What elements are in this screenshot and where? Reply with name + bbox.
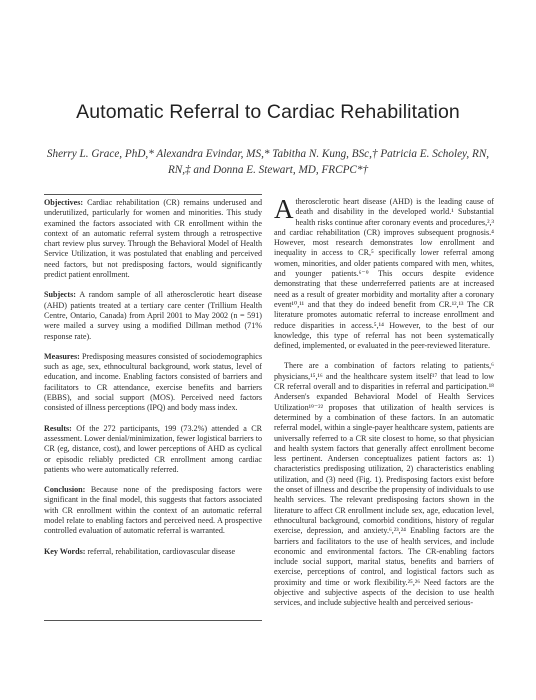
results-label: Results: [44,423,72,433]
author-line-1: Sherry L. Grace, PhD,* Alexandra Evindar, MS,* Tabitha N. Kung, BSc,† Patricia E. Scholey, RN, [46,148,490,160]
conclusion-text: Because none of the predisposing factors were significant in the final model, this suggests that factors associated with CR enrollment within the context of an automatic referral model relate to enabling factors and perceived need. A prospective controlled evaluation of automatic referral is warranted. [44,485,262,536]
abstract-keywords [44,547,262,557]
results-text: Of the 272 participants, 199 (73.2%) attended a CR assessment. Lower denial/minimization, fewer logistical barriers to CR (eg, distance, cost), and lower perceptions of AHD as cyclical or episodic reliably predicted CR enrollment among cardiac patients who were automatically referred. [44,423,262,474]
abstract-objectives [44,198,262,280]
subjects-label: Subjects: [44,290,76,300]
measures-label: Measures: [44,351,80,361]
author-line-2: RN,‡ and Donna E. Stewart, MD, FRCPC*† [167,164,369,176]
body-paragraph-2: There are a combination of factors relating to patients,⁶ physicians,¹⁵,¹⁶ and the healthcare system itself¹⁷ that lead to low CR referral overall and to disparities in referral and participation.¹⁸ Andersen's expanded Behavioral Model of Health Services Utilization¹⁹⁻²² proposes that utilization of health services is determined by a combination of these factors. In an automatic referral model, within a single-payer healthcare system, patients are universally referred to a CR site closest to home, so that physician and health system factors that generally affect enrollment become less pertinent. Andersen conceptualizes patient factors as: 1) characteristics predisposing utilization, 2) characteristics enabling utilization, and (3) need (Fig. 1). Predisposing factors exist before the onset of illness and describe the propensity of individuals to use health services. The relevant predisposing factors shown in the literature to affect CR enrollment include sex, age, education level, ethnocultural background, comorbid conditions, history of regular exercise, depression, and anxiety.⁶,²³,²⁴ Enabling factors are the barriers and facilitators to the use of health services, and include economic and environmental factors. The CR-enabling factors include social support, marital status, benefits and barriers of exercise, perceptions of control, and logistical factors such as proximity and time or work flexibility.²⁵,²⁶ Need factors are the objective and subjective aspects of the decision to use health services, and include subjective health and perceived serious- [274,361,494,608]
measures-text: Predisposing measures consisted of sociodemographics such as age, sex, ethnocultural background, work status, level of education, and income. Enabling factors consisted of barriers and facilitators to CR attendance, exercise benefits and barriers (EBBS), and social support (MOS). Perceived need factors consisted of illness perceptions (IPQ) and body mass index. [44,351,262,413]
drop-cap: A [274,194,294,224]
body-paragraph-1 [274,194,494,351]
keywords-text: referral, rehabilitation, cardiovascular disease [87,546,236,556]
abstract-measures [44,352,262,414]
objectives-text: Cardiac rehabilitation (CR) remains underused and underutilized, particularly for women and minorities. This study examined the factors associated with CR enrollment within the context of an automatic referral system through a retrospective chart review plus survey. Through the Behavioral Model of Health Service Utilization, it was postulated that enabling and perceived need factors, but not predisposing factors, would significantly predict patient enrollment. [44,198,262,280]
conclusion-label: Conclusion: [44,485,86,495]
abstract-column [44,198,262,567]
abstract-results [44,424,262,475]
keywords-label: Key Words: [44,546,86,556]
abstract-bottom-rule [44,620,262,621]
article-title: Automatic Referral to Cardiac Rehabilitation [76,101,460,123]
abstract-conclusion [44,485,262,536]
body-paragraph-1-text: therosclerotic heart disease (AHD) is the leading cause of death and disability in the developed world.¹ Substantial health risks continue after coronary events and procedures,²,³ and cardiac rehabilitation (CR) improves subsequent prognosis.⁴ However, most research demonstrates low enrollment and inequality in access to CR,⁵ specifically lower referral among women, minorities, and older patients compared with men, whites, and younger patients.⁶⁻⁹ This occurs despite evidence demonstrating that these underreferred patients are at increased need as a result of greater morbidity and mortality after a coronary event¹⁰,¹¹ and that they do indeed benefit from CR.¹²,¹³ The CR literature promotes automatic referral to increase enrollment and reduce disparities in access.⁵,¹⁴ However, to the best of our knowledge, this type of referral has not been systematically defined, implemented, or evaluated in the peer-reviewed literature. [274,197,494,351]
body-column [274,194,494,619]
objectives-label: Objectives: [44,198,84,207]
abstract-subjects [44,290,262,341]
subjects-text: A random sample of all atherosclerotic heart disease (AHD) patients treated at a tertiary care center (Trillium Health Centre, Ontario, Canada) from April 2001 to May 2002 (n = 591) were mailed a survey using a modified Dillman method (71% response rate). [44,290,262,341]
author-list [40,146,496,178]
abstract-top-rule [44,194,262,195]
